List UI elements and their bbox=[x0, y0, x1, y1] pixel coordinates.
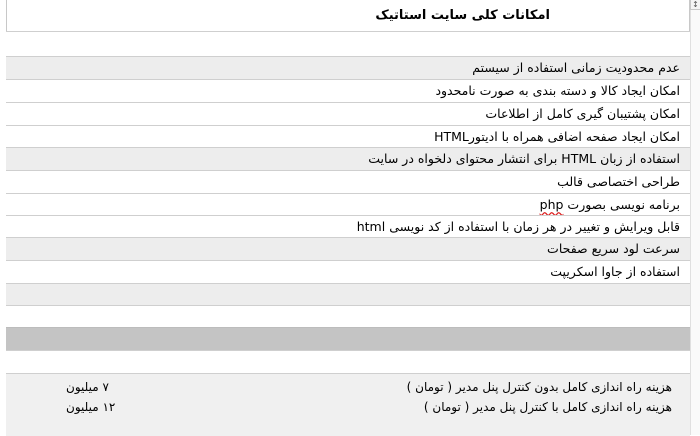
feature-text: امکان ایجاد صفحه اضافی همراه با ادیتورHTML bbox=[434, 129, 680, 144]
feature-text: امکان پشتیبان گیری کامل از اطلاعات bbox=[485, 106, 680, 121]
feature-text: طراحی اختصاصی قالب bbox=[557, 174, 680, 189]
feature-row bbox=[6, 193, 690, 215]
separator-band bbox=[6, 327, 690, 350]
section-title: امکانات کلی سایت استاتیک bbox=[375, 8, 550, 23]
cost-value: ۱۲ میلیون bbox=[66, 400, 116, 414]
empty-row bbox=[6, 305, 690, 327]
feature-row bbox=[6, 260, 690, 283]
cost-section bbox=[6, 373, 690, 436]
cost-label: هزینه راه اندازی کامل با کنترل پنل مدیر ( تومان ) bbox=[423, 400, 672, 414]
feature-text: امکان ایجاد کالا و دسته بندی به صورت نامحدود bbox=[435, 83, 680, 98]
empty-row bbox=[6, 31, 690, 56]
feature-row bbox=[6, 147, 690, 170]
feature-text: سرعت لود سریع صفحات bbox=[547, 241, 680, 256]
vertical-scrollbar[interactable] bbox=[690, 10, 700, 435]
cost-value: ۷ میلیون bbox=[66, 380, 109, 394]
feature-text: استفاده از زبان HTML برای انتشار محتوای دلخواه در سایت bbox=[368, 151, 680, 166]
feature-text: استفاده از جاوا اسکریپت bbox=[550, 264, 680, 279]
feature-row bbox=[6, 237, 690, 260]
feature-text: برنامه نویسی بصورت bbox=[567, 197, 680, 212]
feature-text: عدم محدودیت زمانی استفاده از سیستم bbox=[472, 60, 680, 75]
feature-row bbox=[6, 79, 690, 102]
resize-handle-icon[interactable]: ↕ bbox=[690, 0, 700, 10]
feature-row bbox=[6, 56, 690, 79]
feature-row bbox=[6, 215, 690, 237]
feature-text: قابل ویرایش و تغییر در هر زمان با استفاده از کد نویسی html bbox=[356, 219, 680, 234]
empty-row bbox=[6, 283, 690, 305]
empty-row bbox=[6, 350, 690, 373]
php-word: php bbox=[539, 197, 564, 212]
cost-label: هزینه راه اندازی کامل بدون کنترل پنل مدیر ( تومان ) bbox=[406, 380, 672, 394]
feature-row bbox=[6, 125, 690, 147]
feature-row bbox=[6, 102, 690, 125]
feature-row bbox=[6, 170, 690, 193]
